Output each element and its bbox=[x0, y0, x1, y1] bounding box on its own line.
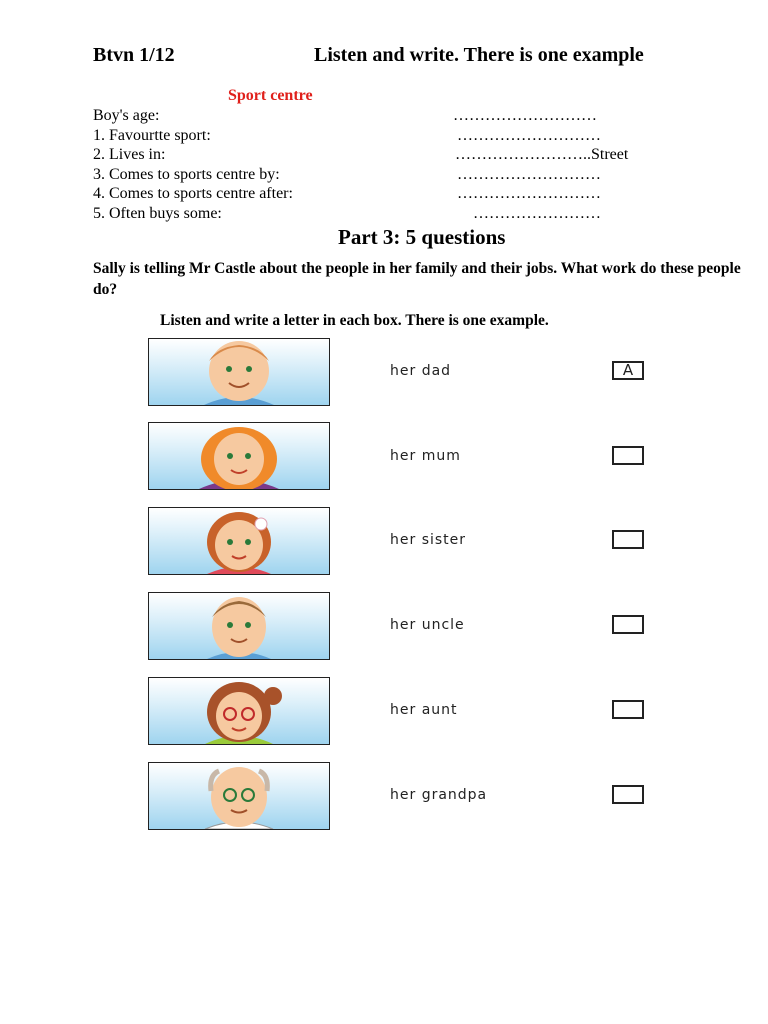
person-picture-uncle bbox=[148, 592, 330, 660]
form-row bbox=[93, 107, 663, 127]
part-sub-instruction: Listen and write a letter in each box. There is one example. bbox=[160, 312, 549, 329]
row-label: 5. Often buys some: bbox=[93, 205, 222, 222]
answer-blank: ……………………… bbox=[457, 127, 601, 144]
form-row bbox=[93, 185, 663, 205]
person-label: her sister bbox=[390, 532, 467, 548]
person-picture-mum bbox=[148, 422, 330, 490]
person-label: her mum bbox=[390, 448, 461, 464]
answer-box[interactable] bbox=[612, 615, 644, 634]
row-label: 2. Lives in: bbox=[93, 146, 166, 163]
worksheet-instruction: Listen and write. There is one example bbox=[314, 44, 644, 66]
girl-face-icon bbox=[149, 508, 329, 574]
answer-blank: ……………………… bbox=[453, 107, 597, 124]
part-instruction: Sally is telling Mr Castle about the people in her family and their jobs. What work do these people do? bbox=[93, 260, 741, 298]
person-label: her grandpa bbox=[390, 787, 488, 803]
man-face-icon bbox=[149, 339, 329, 405]
old-man-face-icon bbox=[149, 763, 329, 829]
answer-box[interactable] bbox=[612, 700, 644, 719]
person-label: her uncle bbox=[390, 617, 465, 633]
row-label: Boy's age: bbox=[93, 107, 160, 124]
row-label: 4. Comes to sports centre after: bbox=[93, 185, 293, 202]
form-row bbox=[93, 127, 663, 147]
person-picture-grandpa bbox=[148, 762, 330, 830]
row-label: 1. Favourtte sport: bbox=[93, 127, 211, 144]
worksheet-id: Btvn 1/12 bbox=[93, 44, 175, 66]
form-row bbox=[93, 146, 663, 166]
woman-glasses-face-icon bbox=[149, 678, 329, 744]
answer-box[interactable] bbox=[612, 785, 644, 804]
answer-box[interactable]: A bbox=[612, 361, 644, 380]
row-label: 3. Comes to sports centre by: bbox=[93, 166, 280, 183]
man-face-icon bbox=[149, 593, 329, 659]
person-picture-sister bbox=[148, 507, 330, 575]
person-label: her aunt bbox=[390, 702, 458, 718]
answer-blank: …………………… bbox=[473, 205, 601, 222]
form-row bbox=[93, 205, 663, 225]
form-row bbox=[93, 166, 663, 186]
answer-box[interactable] bbox=[612, 446, 644, 465]
person-picture-aunt bbox=[148, 677, 330, 745]
answer-box[interactable] bbox=[612, 530, 644, 549]
person-picture-dad bbox=[148, 338, 330, 406]
answer-blank: ……………………..Street bbox=[455, 146, 629, 163]
answer-blank: ……………………… bbox=[457, 166, 601, 183]
part-title: Part 3: 5 questions bbox=[338, 225, 506, 249]
woman-face-icon bbox=[149, 423, 329, 489]
section-title: Sport centre bbox=[228, 87, 313, 104]
person-label: her dad bbox=[390, 363, 452, 379]
answer-blank: ……………………… bbox=[457, 185, 601, 202]
